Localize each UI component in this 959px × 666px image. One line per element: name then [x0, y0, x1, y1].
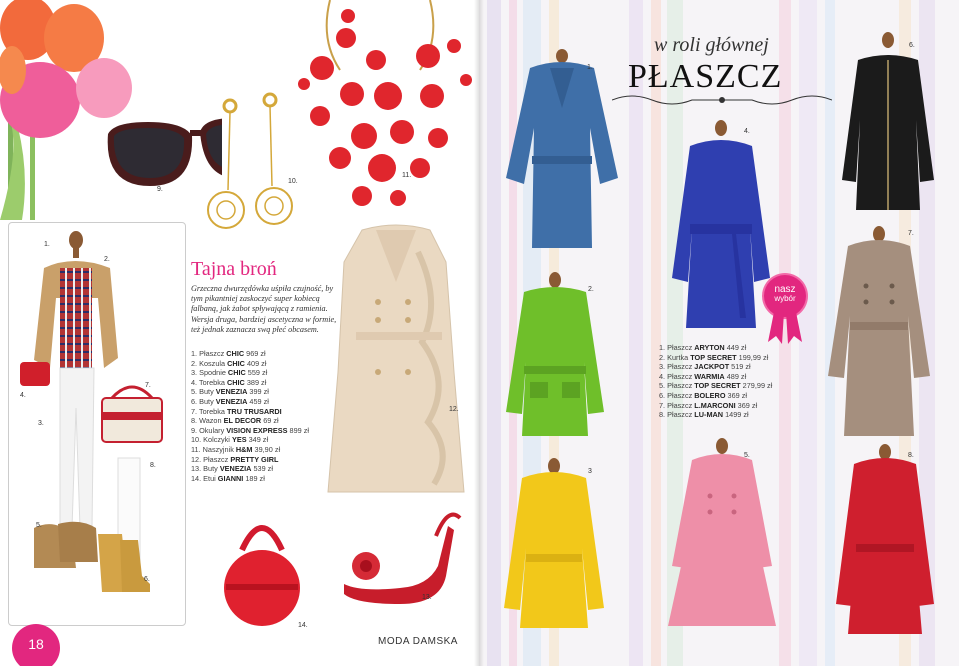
red-round-bag-image [222, 510, 304, 630]
item-brand: CHIC [226, 349, 245, 358]
label-3-left: 3. [38, 420, 44, 427]
item-type: 6. Płaszcz [659, 390, 695, 400]
item-type: 8. Wazon [191, 416, 224, 426]
yellow-trench-coat-image [498, 458, 610, 630]
item-price: 899 zł [287, 425, 310, 435]
ornament-divider [612, 92, 832, 108]
item-type: 2. Kurtka [659, 352, 691, 362]
list-item [659, 381, 772, 391]
list-item [659, 362, 772, 372]
black-leather-coat-image [838, 30, 938, 212]
article-heading: Tajna broń [191, 258, 277, 280]
item-price: 279,99 zł [740, 381, 773, 391]
item-price: 409 zł [244, 358, 267, 368]
label-4-right: 4. [744, 128, 750, 135]
item-price: 969 zł [244, 349, 266, 358]
item-price: 399 zł [247, 387, 269, 397]
label-9: 9. [157, 186, 163, 193]
item-price: 459 zł [247, 396, 269, 406]
badge-line-2: wybór [774, 294, 796, 303]
item-type: 1. Płaszcz [659, 343, 695, 352]
label-14: 14. [298, 622, 308, 629]
sunglasses-image [52, 106, 222, 196]
list-item [659, 410, 772, 420]
list-item [191, 387, 309, 397]
label-5-right: 5. [744, 452, 750, 459]
page-number-badge [12, 624, 60, 666]
item-brand: LU-MAN [694, 410, 724, 420]
list-item [191, 455, 309, 465]
item-price: 189 zł [243, 473, 265, 483]
badge-line-1: nasz [774, 284, 796, 295]
article-intro: Grzeczna dwurzędówka uśpiła czujność, by tym pikantniej zaskoczyć super kobiecą falbaną, jak żabot spływającą z ramienia. Wersja druga, bardziej ascetyczna w formie, też jednak zaznacza swą płeć obcasem. [191, 284, 337, 334]
item-type: 10. Kolczyki [191, 435, 232, 445]
badge-ribbon [768, 312, 802, 346]
label-10: 10. [288, 178, 298, 185]
item-type: 4. Torebka [191, 377, 227, 387]
item-price: 69 zł [261, 416, 279, 426]
item-type: 1. Płaszcz [191, 349, 227, 358]
item-brand: TRU TRUSARDI [226, 406, 282, 416]
green-jacket-image [500, 272, 610, 438]
royal-blue-coat-image [666, 118, 776, 330]
earrings-image [202, 92, 294, 242]
beige-ruffle-coat-image [322, 222, 468, 500]
item-price: 369 zł [725, 390, 747, 400]
list-item [191, 474, 309, 484]
item-brand: CHIC [226, 377, 245, 387]
section-kicker: w roli głównej [654, 34, 769, 56]
item-brand: TOP SECRET [690, 352, 737, 362]
item-price: 489 zł [724, 371, 747, 381]
item-type: 6. Buty [191, 396, 216, 406]
item-brand: VISION EXPRESS [226, 425, 288, 435]
item-type: 2. Koszula [191, 358, 228, 368]
list-item [191, 378, 309, 388]
label-4-left: 4. [20, 392, 26, 399]
label-13: 13. [422, 594, 432, 601]
label-6-right: 6. [909, 42, 915, 49]
list-item [191, 349, 309, 359]
page-number: 18 [28, 636, 44, 652]
blue-trench-coat-image [500, 48, 624, 250]
label-8-left: 8. [150, 462, 156, 469]
red-necklace-image [290, 0, 475, 215]
red-leather-coat-image [830, 444, 940, 636]
left-page [0, 0, 479, 666]
item-price: 519 zł [729, 362, 751, 372]
item-type: 4. Płaszcz [659, 371, 695, 381]
item-price: 39,90 zł [252, 444, 281, 454]
red-sandal-image [340, 496, 462, 610]
item-brand: JACKPOT [694, 362, 730, 372]
list-item [191, 368, 309, 378]
item-brand: YES [231, 435, 247, 445]
item-brand: TOP SECRET [694, 381, 741, 391]
item-brand: VENEZIA [215, 387, 248, 397]
item-brand: VENEZIA [219, 464, 252, 474]
label-1-left: 1. [44, 241, 50, 248]
list-item [191, 464, 309, 474]
item-brand: L.MARCONI [694, 400, 736, 410]
item-type: 12. Płaszcz [191, 454, 231, 464]
item-brand: CHIC [227, 368, 246, 378]
item-type: 7. Płaszcz [659, 400, 695, 410]
section-footer: MODA DAMSKA [378, 636, 458, 647]
item-type: 5. Płaszcz [659, 381, 695, 391]
list-item [191, 359, 309, 369]
item-type: 14. Etui [191, 473, 218, 483]
item-brand: ARYTON [694, 343, 725, 352]
item-price: 449 zł [724, 343, 747, 352]
list-item [191, 407, 309, 417]
label-8-right: 8. [908, 452, 914, 459]
item-brand: BOLERO [694, 390, 726, 400]
item-type: 8. Płaszcz [659, 410, 695, 420]
item-price: 539 zł [251, 464, 273, 474]
item-brand: EL DECOR [223, 416, 262, 426]
item-brand: VENEZIA [215, 396, 248, 406]
item-price: 349 zł [246, 435, 269, 445]
label-11: 11. [402, 172, 412, 179]
label-7-right: 7. [908, 230, 914, 237]
item-type: 9. Okulary [191, 425, 227, 435]
item-brand: H&M [235, 444, 253, 454]
badge-exclamation: ! [796, 282, 801, 298]
item-type: 3. Spodnie [191, 368, 228, 378]
item-price: 1499 zł [723, 410, 749, 420]
item-price: 199,99 zł [736, 352, 769, 362]
label-12: 12. [449, 406, 459, 413]
pink-coat-image [664, 436, 780, 628]
list-item [191, 426, 309, 436]
label-7-left: 7. [145, 382, 151, 389]
item-brand: GIANNI [217, 473, 244, 483]
page-headline: PŁASZCZ [628, 58, 783, 95]
item-type: 7. Torebka [191, 406, 227, 416]
item-brand: WARMIA [694, 371, 725, 381]
label-1-right: 1. [587, 64, 593, 71]
page-gutter [474, 0, 484, 666]
item-price: 559 zł [245, 368, 268, 378]
list-item [659, 353, 772, 363]
product-list-right [659, 343, 772, 420]
item-price: 389 zł [244, 377, 267, 387]
list-item [659, 372, 772, 382]
item-type: 11. Naszyjnik [191, 444, 236, 454]
item-type: 3. Płaszcz [659, 362, 695, 372]
label-6-left: 6. [144, 576, 150, 583]
label-3-right: 3 [588, 468, 592, 475]
item-price: 369 zł [735, 400, 758, 410]
label-2-right: 2. [588, 286, 594, 293]
item-type: 5. Buty [191, 387, 216, 397]
list-item [191, 445, 309, 455]
list-item [659, 391, 772, 401]
item-brand: PRETTY GIRL [230, 454, 279, 464]
label-2-left: 2. [104, 256, 110, 263]
list-item [191, 416, 309, 426]
list-item [659, 343, 772, 353]
item-brand: CHIC [227, 358, 245, 368]
list-item [191, 397, 309, 407]
list-item [191, 435, 309, 445]
product-list-left [191, 349, 309, 483]
label-5-left: 5. [36, 522, 42, 529]
list-item [659, 401, 772, 411]
taupe-trench-coat-image [822, 226, 936, 438]
item-type: 13. Buty [191, 464, 220, 474]
